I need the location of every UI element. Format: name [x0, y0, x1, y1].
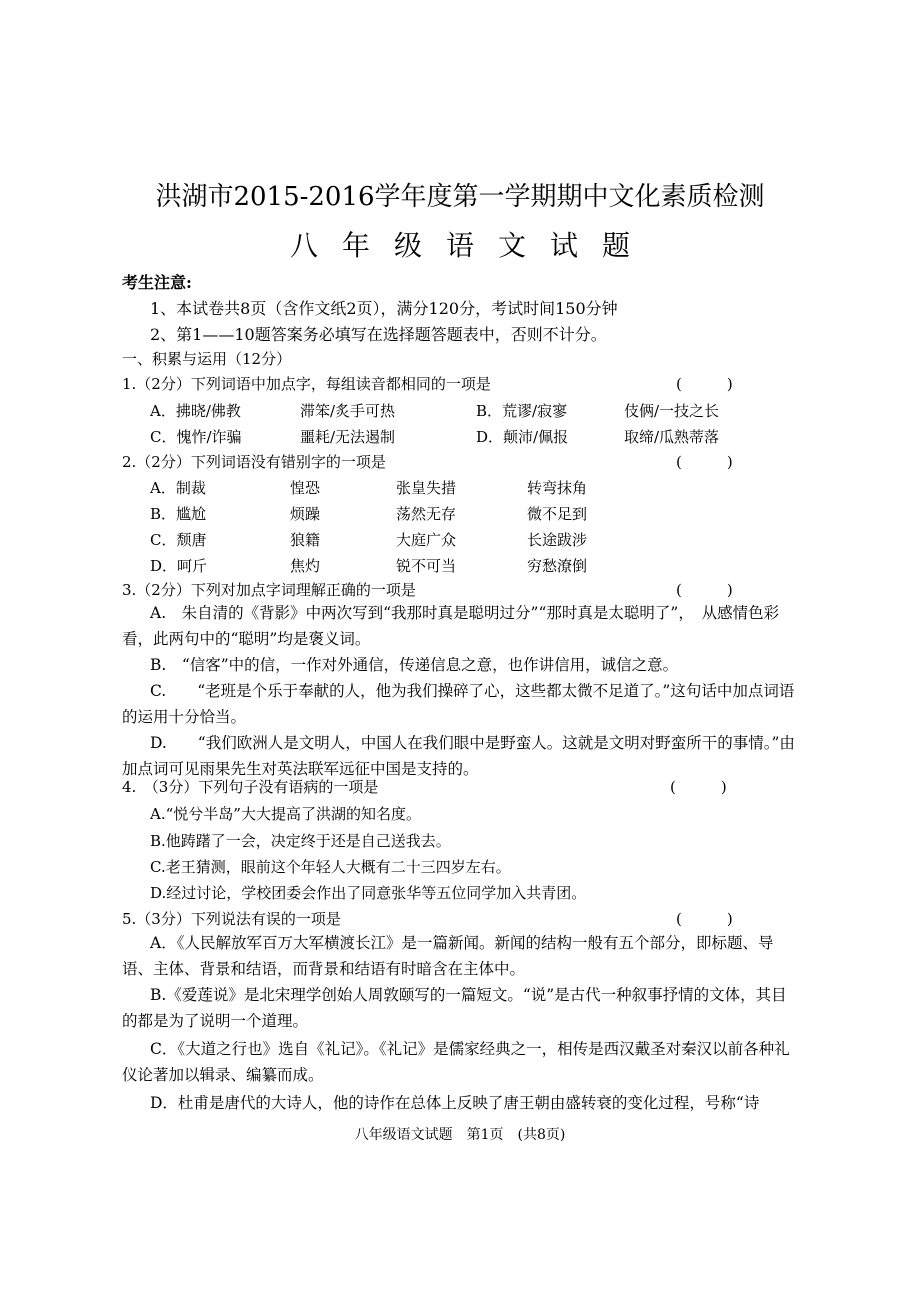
answer-bracket: ( ) — [676, 910, 733, 928]
option-line: C.老王猜测，眼前这个年轻人大概有二十三四岁左右。 — [150, 858, 511, 876]
option-paragraph: C．《大道之行也》选自《礼记》。《礼记》是儒家经典之一，相传是西汉戴圣对秦汉以前各种礼仪论著加以辑录、编纂而成。 — [122, 1040, 790, 1084]
option-cell: B．尴尬 — [150, 505, 207, 523]
option-cell: 锐不可当 — [396, 557, 457, 575]
option-cell: 焦灼 — [290, 557, 321, 575]
notice-item: 2、第1——10题答案务必填写在选择题答题表中，否则不计分。 — [150, 325, 607, 344]
notice-item: 1、本试卷共8页（含作文纸2页），满分120分，考试时间150分钟 — [150, 299, 618, 318]
option-paragraph: A．《人民解放军百万大军横渡长江》是一篇新闻。新闻的结构一般有五个部分，即标题、导语、主体、背景和结语，而背景和结语有时暗含在主体中。 — [122, 934, 774, 978]
option-paragraph: A. 朱自清的《背影》中两次写到“我那时真是聪明过分”“那时真是太聪明了”， 从感情色彩看，此两句中的“聪明”均是褒义词。 — [122, 604, 780, 648]
answer-bracket: ( ) — [676, 581, 733, 599]
option-paragraph: B. “信客”中的信，一作对外通信，传递信息之意，也作讲信用，诚信之意。 — [150, 656, 679, 674]
option-cell: 烦躁 — [290, 505, 321, 523]
option-cell: 荡然无存 — [396, 505, 457, 523]
option-cell: C．颓唐 — [150, 531, 207, 549]
option-line: A.“悦兮半岛”大大提高了洪湖的知名度。 — [150, 805, 421, 823]
option-cell: 取缔/瓜熟蒂落 — [624, 428, 720, 446]
option-cell: A．制裁 — [150, 479, 206, 497]
answer-bracket: ( ) — [676, 453, 733, 471]
question-stem: 2.（2分）下列词语没有错别字的一项是 — [122, 453, 386, 471]
option-line: D.经过讨论，学校团委会作出了同意张华等五位同学加入共青团。 — [150, 884, 587, 902]
option-cell: D．呵斤 — [150, 557, 208, 575]
option-cell: 张皇失措 — [396, 479, 457, 497]
page-title: 洪湖市2015-2016学年度第一学期期中文化素质检测 — [155, 182, 765, 212]
option-cell: 噩耗/无法遏制 — [300, 428, 396, 446]
page-footer: 八年级语文试题 第1页 (共8页) — [354, 1127, 566, 1143]
option-cell: 大庭广众 — [396, 531, 457, 549]
option-cell: 伎俩/一技之长 — [624, 402, 720, 420]
option-cell: 狼籍 — [290, 531, 321, 549]
option-cell: B．荒谬/寂寥 — [476, 402, 568, 420]
option-line: B.他踌躇了一会，决定终于还是自己送我去。 — [150, 832, 451, 850]
page-subtitle: 八年级语文试题 — [289, 229, 654, 262]
option-cell: 微不足到 — [527, 505, 588, 523]
option-cell: C．愧怍/诈骗 — [150, 428, 242, 446]
option-cell: 穷愁潦倒 — [527, 557, 588, 575]
option-paragraph: D. “我们欧洲人是文明人，中国人在我们眼中是野蛮人。这就是文明对野蛮所干的事情。”由加点词可见雨果先生对英法联军远征中国是支持的。 — [122, 734, 795, 778]
option-cell: 惶恐 — [290, 479, 321, 497]
answer-bracket: ( ) — [670, 778, 727, 796]
option-cell: 长途跋涉 — [527, 531, 588, 549]
option-cell: D．颠沛/佩报 — [476, 428, 569, 446]
question-stem: 5.（3分）下列说法有误的一项是 — [122, 910, 341, 928]
option-cell: 转弯抹角 — [527, 479, 588, 497]
answer-bracket: ( ) — [676, 375, 733, 393]
notice-heading: 考生注意: — [122, 273, 192, 292]
option-cell: A．拂晓/佛教 — [150, 402, 241, 420]
option-paragraph: B.《爱莲说》是北宋理学创始人周敦颐写的一篇短文。“说”是古代一种叙事抒情的文体，其目的都是为了说明一个道理。 — [122, 986, 787, 1030]
option-paragraph: C. “老班是个乐于奉献的人，他为我们操碎了心，这些都太微不足道了。”这句话中加点词语的运用十分恰当。 — [122, 682, 795, 726]
question-stem: 3.（2分）下列对加点字词理解正确的一项是 — [122, 581, 416, 599]
question-stem: 4. （3分）下列句子没有语病的一项是 — [122, 778, 379, 796]
question-stem: 1.（2分）下列词语中加点字，每组读音都相同的一项是 — [122, 375, 491, 393]
option-cell: 滞笨/炙手可热 — [300, 402, 396, 420]
section-heading: 一、积累与运用（12分） — [122, 350, 292, 368]
option-paragraph: D．杜甫是唐代的大诗人，他的诗作在总体上反映了唐王朝由盛转衰的变化过程，号称“诗 — [150, 1094, 760, 1112]
